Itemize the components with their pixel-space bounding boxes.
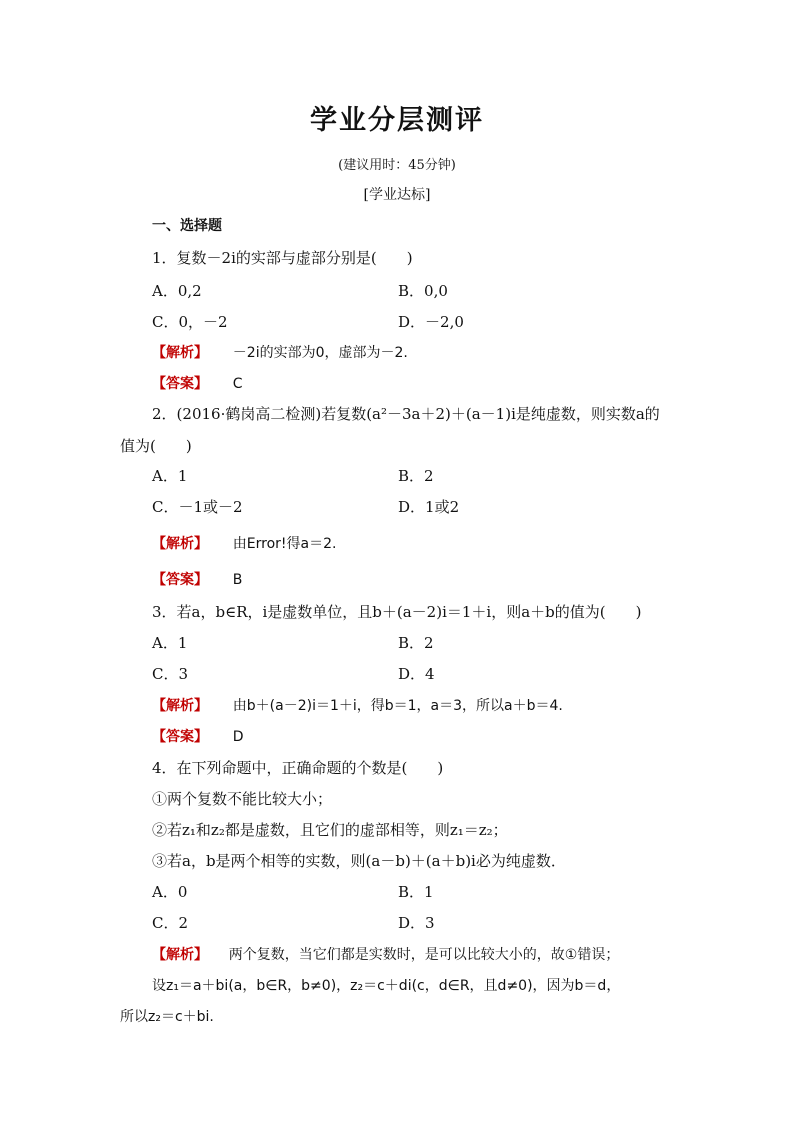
answer-label: 【答案】: [152, 729, 208, 745]
time-hint: (建议用时：45分钟): [338, 158, 456, 173]
q4-stem: 4．在下列命题中，正确命题的个数是( ): [152, 759, 444, 777]
q4-proposition-3: ③若a，b是两个相等的实数，则(a－b)＋(a＋b)i必为纯虚数．: [152, 852, 566, 870]
q4-option-b: B．1: [398, 883, 434, 901]
q1-option-b: B．0,0: [398, 282, 448, 300]
q3-analysis: 由b＋(a－2)i＝1＋i，得b＝1，a＝3，所以a＋b＝4.: [232, 698, 563, 714]
subhead: [学业达标]: [363, 187, 431, 203]
q2-option-b: B．2: [398, 467, 434, 485]
q1-analysis: －2i的实部为0，虚部为－2.: [232, 345, 408, 361]
answer-label: 【答案】: [152, 572, 208, 588]
q3-answer: D: [232, 729, 244, 745]
analysis-label: 【解析】: [152, 698, 208, 714]
q2-option-a: A．1: [152, 467, 188, 485]
q2-stem-line2: 值为( ): [120, 437, 192, 455]
q1-option-c: C．0，－2: [152, 313, 228, 331]
section-title: 一、选择题: [152, 218, 222, 234]
q4-option-a: A．0: [152, 883, 188, 901]
q4-option-c: C．2: [152, 914, 189, 932]
analysis-label: 【解析】: [152, 536, 208, 552]
q3-option-d: D．4: [398, 665, 435, 683]
q3-option-c: C．3: [152, 665, 189, 683]
q3-stem: 3．若a，b∈R，i是虚数单位，且b＋(a－2)i＝1＋i，则a＋b的值为( ): [152, 603, 642, 621]
q2-option-d: D．1或2: [398, 498, 460, 516]
q2-analysis: 由Error!得a＝2.: [232, 536, 337, 552]
q2-answer: B: [232, 572, 243, 588]
q4-proposition-1: ①两个复数不能比较大小；: [152, 790, 333, 808]
q4-option-d: D．3: [398, 914, 435, 932]
q1-stem: 1．复数－2i的实部与虚部分别是( ): [152, 249, 413, 267]
q2-option-c: C．－1或－2: [152, 498, 243, 516]
analysis-label: 【解析】: [152, 947, 208, 963]
answer-label: 【答案】: [152, 376, 208, 392]
q1-option-d: D．－2,0: [398, 313, 464, 331]
q3-option-a: A．1: [152, 634, 188, 652]
q3-option-b: B．2: [398, 634, 434, 652]
page-title: 学业分层测评: [310, 105, 484, 136]
q2-stem-line1: 2．(2016·鹤岗高二检测)若复数(a²－3a＋2)＋(a－1)i是纯虚数，则实数a的: [152, 405, 660, 423]
analysis-label: 【解析】: [152, 345, 208, 361]
q4-analysis-line3: 所以z₂＝c＋bi.: [120, 1009, 214, 1025]
q1-option-a: A．0,2: [152, 282, 202, 300]
q4-proposition-2: ②若z₁和z₂都是虚数，且它们的虚部相等，则z₁＝z₂；: [152, 821, 508, 839]
q4-analysis-line2: 设z₁＝a＋bi(a，b∈R，b≠0)，z₂＝c＋di(c，d∈R，且d≠0)，因为b＝d，: [152, 978, 621, 994]
q4-analysis-line1: 两个复数，当它们都是实数时，是可以比较大小的，故①错误；: [228, 947, 620, 963]
q1-answer: C: [232, 376, 243, 392]
